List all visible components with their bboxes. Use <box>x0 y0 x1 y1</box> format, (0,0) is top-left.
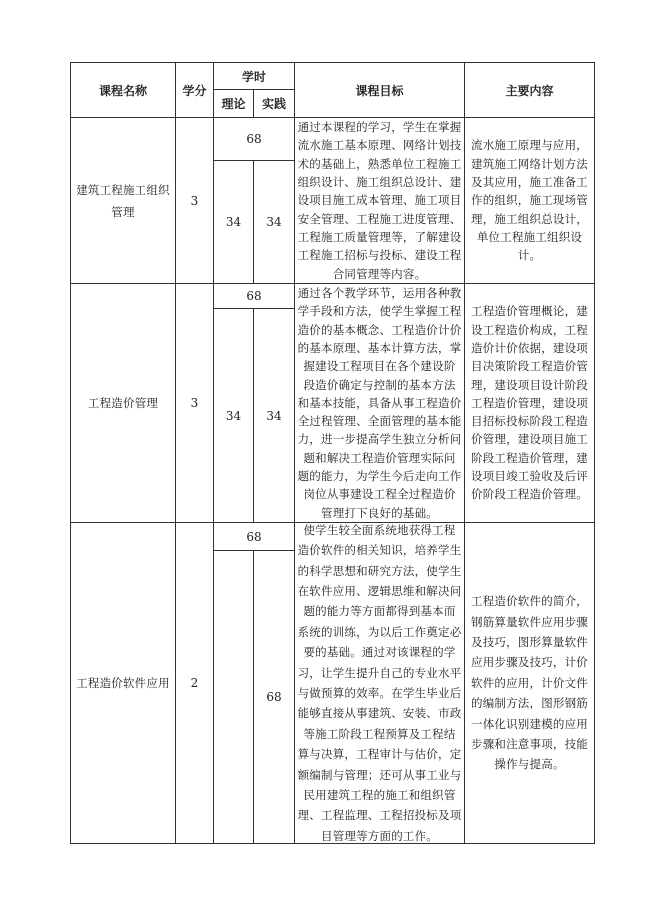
course-credit: 3 <box>175 283 214 523</box>
course-practice-hours: 68 <box>253 550 295 844</box>
course-theory-hours: 34 <box>213 308 254 523</box>
course-goal: 通过各个教学环节，运用各种教 学手段和方法，使学生掌握工程 造价的基本概念、工程造价计价 的基本原理、基本计算方法，掌 握建设工程项目在各个建设阶 段造价确定与控制的基本方法 和基本技能，具备从事工程造价 全过程管理、全面管理的基本能 力，进一步提高学生独立分析问 题和解决工程造价管理实际问 题的能力，为学生今后走向工作 岗位从事建设工程全过程造价 管理打下良好的基础。 <box>294 283 465 523</box>
course-goal: 通过本课程的学习，学生在掌握 流水施工基本原理、网络计划技 术的基础上，熟悉单位工程施工 组织设计、施工组织总设计、建 设项目施工成本管理、施工项目 安全管理、工程施工进度管理、 工程施工质量管理等，了解建设 工程施工招标与投标、建设工程 合同管理等内容。 <box>294 117 465 284</box>
course-credit: 2 <box>175 522 214 844</box>
course-name: 工程造价管理 <box>70 283 176 523</box>
course-goal: 使学生较全面系统地获得工程 造价软件的相关知识，培养学生 的科学思想和研究方法，使学生 在软件应用、逻辑思维和解决问 题的能力等方面都得到基本而 系统的训练，为以后工作奠定必 要的基础。通过对该课程的学 习，让学生提升自己的专业水平 与做预算的效率。在学生毕业后 能够直接从事建筑、安装、市政 等施工阶段工程预算及工程结 算与决算，工程审计与估价，定 额编制与管理；还可从事工业与 民用建筑工程的施工和组织管 理、工程监理、工程招投标及项 目管理等方面的工作。 <box>294 522 465 844</box>
header-credit: 学分 <box>175 62 214 118</box>
course-name: 建筑工程施工组织 管理 <box>70 117 176 284</box>
course-total-hours: 68 <box>213 283 295 309</box>
course-content: 工程造价软件的简介， 钢筋算量软件应用步骤 及技巧，图形算量软件 应用步骤及技巧，计价 软件的应用，计价文件 的编制方法，图形钢筋 一体化识别建模的应用 步骤和注意事项，技能 操作与提高。 <box>464 522 595 844</box>
course-total-hours: 68 <box>213 522 295 551</box>
header-course-name: 课程名称 <box>70 62 176 118</box>
header-theory: 理论 <box>213 89 254 118</box>
course-content: 流水施工原理与应用， 建筑施工网络计划方法 及其应用，施工准备工 作的组织，施工现场管 理，施工组织总设计， 单位工程施工组织设 计。 <box>464 117 595 284</box>
header-content: 主要内容 <box>464 62 595 118</box>
header-hours: 学时 <box>213 62 295 90</box>
course-theory-hours: 34 <box>213 160 254 284</box>
header-practice: 实践 <box>253 89 295 118</box>
course-name: 工程造价软件应用 <box>70 522 176 844</box>
course-content: 工程造价管理概论，建 设工程造价构成，工程 造价计价依据，建设项 目决策阶段工程造价管 理，建设项目设计阶段 工程造价管理，建设项 目招标投标阶段工程造 价管理，建设项目施工 阶段工程造价管理，建 设项目竣工验收及后评 价阶段工程造价管理。 <box>464 283 595 523</box>
course-theory-hours <box>213 550 254 844</box>
header-goal: 课程目标 <box>294 62 465 118</box>
course-practice-hours: 34 <box>253 308 295 523</box>
course-total-hours: 68 <box>213 117 295 161</box>
course-credit: 3 <box>175 117 214 284</box>
course-practice-hours: 34 <box>253 160 295 284</box>
